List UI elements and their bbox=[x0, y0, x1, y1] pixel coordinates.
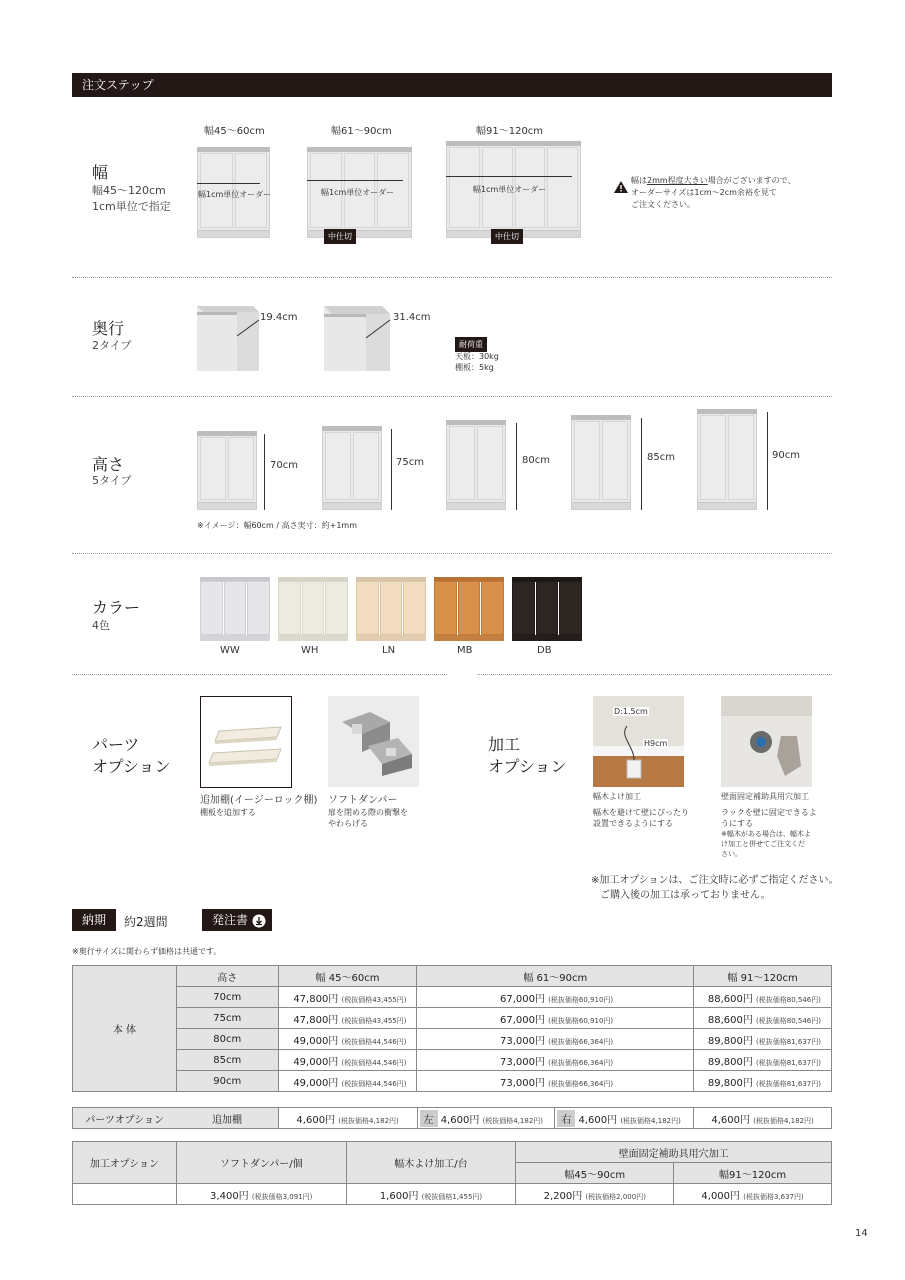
table-row: 3,400円 (税抜価格3,091円) 1,600円 (税抜価格1,455円) 2,200円 (税抜価格2,000円) 4,000円 (税抜価格3,637円) bbox=[73, 1184, 832, 1205]
height-title: 高さ bbox=[92, 455, 125, 474]
order-form-button[interactable] bbox=[202, 909, 272, 931]
depth-cabinet-1 bbox=[197, 306, 259, 371]
color-code-db: DB bbox=[537, 645, 552, 656]
process-table-label: 加工オプション bbox=[73, 1142, 177, 1184]
depth-cabinet-2 bbox=[324, 306, 390, 371]
divider-tag: 中仕切 bbox=[324, 229, 356, 244]
table-row: 85cm 49,000円 (税抜価格44,546円) 73,000円 (税抜価格66,364円) 89,800円 (税抜価格81,637円) bbox=[73, 1050, 832, 1071]
soft-damper-desc1: 扉を閉める際の衝撃を bbox=[328, 808, 408, 817]
soft-damper-name: ソフトダンパー bbox=[328, 795, 398, 806]
wall-fix-name: 壁面固定補助具用穴加工 bbox=[721, 792, 809, 801]
soft-damper-desc2: やわらげる bbox=[328, 819, 368, 828]
table-row: 80cm 49,000円 (税抜価格44,546円) 73,000円 (税抜価格66,364円) 89,800円 (税抜価格81,637円) bbox=[73, 1029, 832, 1050]
warning-icon bbox=[614, 178, 628, 190]
color-swatch-ln bbox=[356, 577, 426, 641]
color-code-ww: WW bbox=[220, 645, 240, 656]
color-swatch-mb bbox=[434, 577, 504, 641]
height-cabinet-75 bbox=[322, 429, 382, 510]
height-arrow bbox=[264, 434, 265, 510]
wall-fix-note: ※幅木がある場合は、幅木よ け加工と併せてご注文くだ さい。 bbox=[721, 830, 811, 858]
divider bbox=[477, 674, 832, 675]
width-label-2: 幅61〜90cm bbox=[331, 126, 392, 137]
color-title: カラー bbox=[92, 598, 141, 617]
width-note-1: 幅1cm単位オーダー bbox=[198, 190, 272, 199]
delivery-label: 納期 bbox=[72, 909, 116, 931]
parts-table-label: パーツオプション bbox=[73, 1108, 177, 1129]
parts-option-title: パーツ オプション bbox=[92, 735, 171, 776]
divider bbox=[72, 396, 832, 397]
baseboard-cut-name: 幅木よけ加工 bbox=[593, 792, 641, 801]
color-sub: 4色 bbox=[92, 619, 110, 632]
height-arrow bbox=[391, 429, 392, 510]
width-note-2: 幅1cm単位オーダー bbox=[321, 188, 395, 197]
depth-title: 奥行 bbox=[92, 319, 125, 338]
section-header: 注文ステップ bbox=[72, 73, 832, 97]
width-arrow bbox=[197, 183, 260, 184]
download-icon bbox=[252, 913, 266, 927]
wall-fix-image bbox=[721, 696, 812, 787]
width-desc2: 1cm単位で指定 bbox=[92, 200, 171, 213]
height-label-90: 90cm bbox=[772, 450, 800, 461]
height-cabinet-85 bbox=[571, 418, 631, 510]
color-code-ln: LN bbox=[382, 645, 396, 656]
height-label-70: 70cm bbox=[270, 460, 298, 471]
height-arrow bbox=[641, 418, 642, 510]
extra-shelf-desc: 棚板を追加する bbox=[200, 808, 256, 817]
soft-damper-image bbox=[328, 696, 419, 787]
process-notice-2: ご購入後の加工は承っておりません。 bbox=[600, 890, 771, 901]
width-label-3: 幅91〜120cm bbox=[476, 126, 544, 137]
right-tag: 右 bbox=[557, 1110, 575, 1127]
order-form-label: 発注書 bbox=[212, 913, 249, 927]
width-arrow bbox=[307, 180, 403, 181]
depth-label-1: 19.4cm bbox=[260, 312, 298, 323]
depth-label-2: 31.4cm bbox=[393, 312, 431, 323]
parts-price-table: パーツオプション 追加棚 4,600円 (税抜価格4,182円) 左 4,600円 (税抜価格4,182円) 右 4,600円 (税抜価格4,182円) 4,600円 (税抜価格4,182円) bbox=[72, 1107, 832, 1129]
height-arrow bbox=[516, 423, 517, 510]
divider-tag: 中仕切 bbox=[491, 229, 523, 244]
height-label-80: 80cm bbox=[522, 455, 550, 466]
process-notice-1: ※加工オプションは、ご注文時に必ずご指定ください。 bbox=[591, 875, 839, 886]
color-swatch-ww bbox=[200, 577, 270, 641]
width-title: 幅 bbox=[92, 163, 109, 182]
wall-fix-desc1: ラックを壁に固定できるよ bbox=[721, 808, 817, 817]
col-header-w2: 幅 61〜90cm bbox=[417, 966, 694, 987]
depth-measure: D:1.5cm bbox=[614, 707, 648, 716]
depth-sub: 2タイプ bbox=[92, 339, 132, 352]
warning-text: 幅は2mm程度大きい場合がございますので、 オーダーサイズは1cm〜2cm余裕を見て ご注文ください。 bbox=[631, 176, 796, 209]
price-note: ※奥行サイズに関わらず価格は共通です。 bbox=[72, 947, 222, 956]
width-label-1: 幅45〜60cm bbox=[204, 126, 265, 137]
wall-fix-header: 壁面固定補助具用穴加工 bbox=[516, 1142, 832, 1163]
extra-shelf-name: 追加棚(イージーロック棚) bbox=[200, 795, 318, 806]
table-row: 90cm 49,000円 (税抜価格44,546円) 73,000円 (税抜価格66,364円) 89,800円 (税抜価格81,637円) bbox=[73, 1071, 832, 1092]
divider bbox=[72, 674, 447, 675]
color-code-wh: WH bbox=[301, 645, 319, 656]
wall-fix-desc2: うにする bbox=[721, 819, 753, 828]
price-table bbox=[72, 965, 832, 1092]
height-arrow bbox=[767, 412, 768, 510]
baseboard-header: 幅木よけ加工/台 bbox=[346, 1142, 516, 1184]
load-top: 天板：30kg bbox=[455, 352, 499, 361]
height-label-75: 75cm bbox=[396, 457, 424, 468]
load-tag: 耐荷重 bbox=[455, 337, 487, 352]
height-measure: H9cm bbox=[644, 739, 668, 748]
body-row-label: 本 体 bbox=[73, 966, 177, 1092]
col-header-height: 高さ bbox=[176, 966, 278, 987]
width-desc1: 幅45〜120cm bbox=[92, 184, 166, 197]
parts-table-item: 追加棚 bbox=[176, 1108, 278, 1129]
height-cabinet-90 bbox=[697, 412, 757, 510]
load-shelf: 棚板：5kg bbox=[455, 363, 494, 372]
height-note: ※イメージ：幅60cm / 高さ実寸：約+1mm bbox=[197, 521, 357, 530]
height-sub: 5タイプ bbox=[92, 474, 132, 487]
color-swatch-db bbox=[512, 577, 582, 641]
process-price-table bbox=[72, 1141, 832, 1205]
process-option-title: 加工 オプション bbox=[488, 735, 567, 776]
extra-shelf-image bbox=[200, 696, 292, 788]
baseboard-cut-desc2: 設置できるようにする bbox=[593, 819, 673, 828]
delivery-value: 約2週間 bbox=[124, 915, 168, 929]
wall-fix-sub-1: 幅45〜90cm bbox=[516, 1163, 674, 1184]
table-row: 70cm 47,800円 (税抜価格43,455円) 67,000円 (税抜価格60,910円) 88,600円 (税抜価格80,546円) bbox=[73, 987, 832, 1008]
table-row: 75cm 47,800円 (税抜価格43,455円) 67,000円 (税抜価格60,910円) 88,600円 (税抜価格80,546円) bbox=[73, 1008, 832, 1029]
height-cabinet-80 bbox=[446, 423, 506, 510]
height-label-85: 85cm bbox=[647, 452, 675, 463]
page-number: 14 bbox=[855, 1228, 868, 1239]
width-note-3: 幅1cm単位オーダー bbox=[473, 185, 547, 194]
height-cabinet-70 bbox=[197, 434, 257, 510]
baseboard-cut-desc1: 幅木を避けて壁にぴったり bbox=[593, 808, 689, 817]
soft-damper-header: ソフトダンパー/個 bbox=[176, 1142, 346, 1184]
divider bbox=[72, 553, 832, 554]
col-header-w1: 幅 45〜60cm bbox=[278, 966, 417, 987]
left-tag: 左 bbox=[420, 1110, 438, 1127]
color-swatch-wh bbox=[278, 577, 348, 641]
width-arrow bbox=[446, 176, 572, 177]
divider bbox=[72, 277, 832, 278]
wall-fix-sub-2: 幅91〜120cm bbox=[674, 1163, 832, 1184]
color-code-mb: MB bbox=[457, 645, 473, 656]
col-header-w3: 幅 91〜120cm bbox=[694, 966, 832, 987]
